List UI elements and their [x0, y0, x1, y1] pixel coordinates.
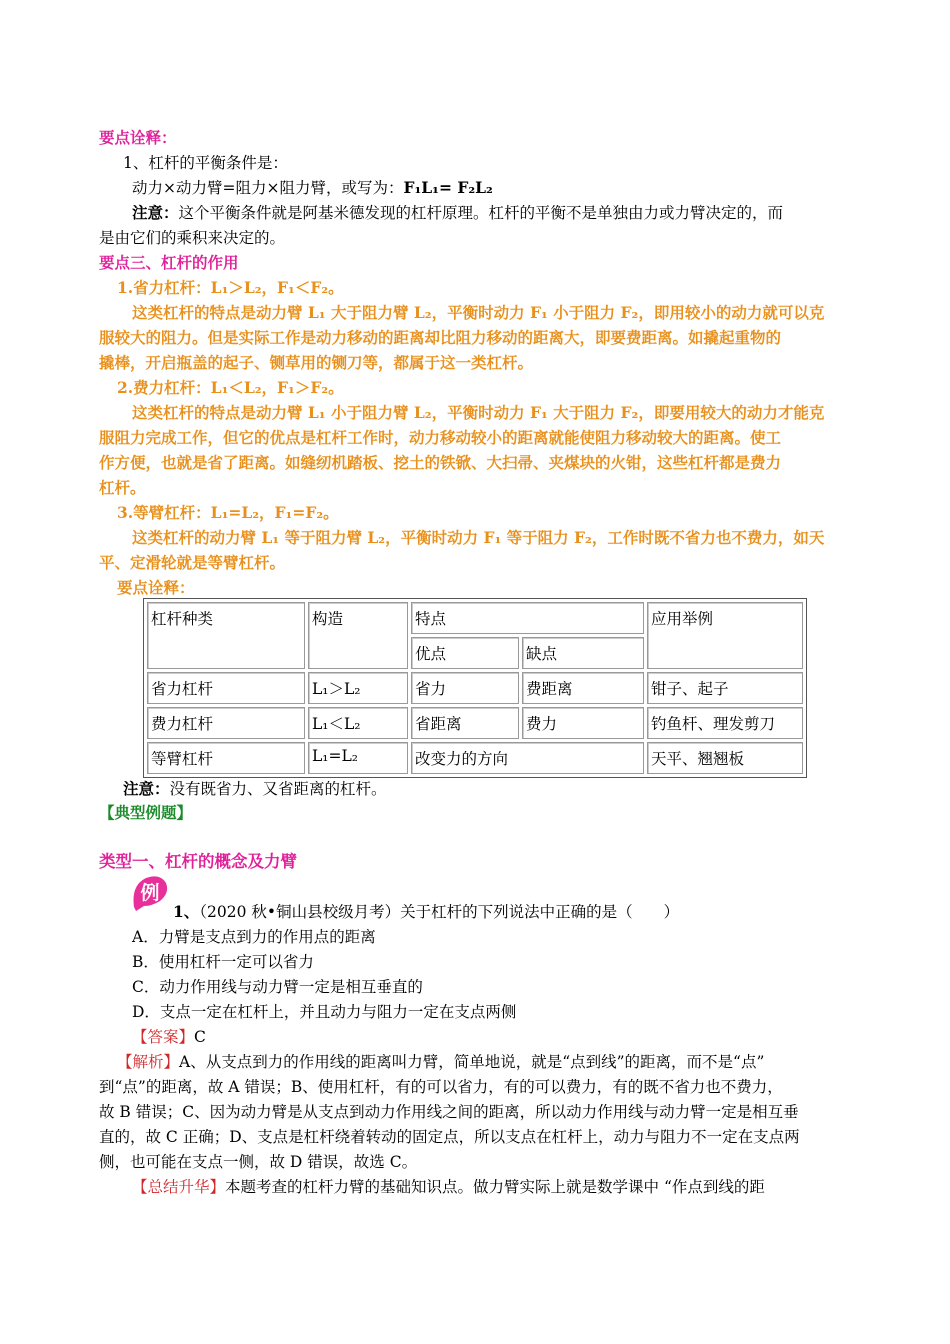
badge-char: 例: [140, 882, 160, 904]
cell-example: 钓鱼杆、理发剪刀: [647, 707, 803, 739]
header-advantage: 优点: [411, 637, 519, 669]
note2-label: 注意：: [123, 779, 170, 798]
lever2-text-4: 杠杆。: [99, 478, 146, 497]
formula: F₁L₁= F₂L₂: [403, 178, 493, 197]
lever2-text-3: 作方便，也就是省了距离。如缝纫机踏板、挖土的铁锨、大扫帚、夹煤块的火钳，这些杠杆都是费力: [99, 453, 782, 472]
option-b: B．使用杠杆一定可以省力: [132, 953, 314, 971]
note-label: 注意：: [132, 203, 179, 222]
cell-structure: L₁＜L₂: [308, 707, 408, 739]
header-disadvantage: 缺点: [522, 637, 644, 669]
answer-value: C: [194, 1028, 206, 1046]
table-row: [147, 707, 803, 739]
lever1-text-1: 这类杠杆的特点是动力臂 L₁ 大于阻力臂 L₂，平衡时动力 F₁ 小于阻力 F₂，即用较小的动力就可以克: [132, 303, 825, 322]
balance-formula-line: [132, 178, 493, 198]
lever2-text-2: 服阻力完成工作，但它的优点是杠杆工作时，动力移动较小的距离就能使阻力移动较大的距离。使工: [99, 428, 782, 447]
lever1-text-3: 撬棒，开启瓶盖的起子、铡草用的铡刀等，都属于这一类杠杆。: [99, 353, 534, 372]
section-three-title: 要点三、杠杆的作用: [99, 254, 239, 272]
example-badge-icon: [130, 873, 172, 913]
header-example: 应用举例: [647, 602, 803, 669]
note-paragraph: [132, 203, 783, 223]
lever-comparison-table: [143, 598, 807, 778]
note-text: 这个平衡条件就是阿基米德发现的杠杆原理。杠杆的平衡不是单独由力或力臂决定的，而: [178, 204, 784, 222]
question-line: [173, 902, 679, 922]
note-paragraph-cont: 是由它们的乘积来决定的。: [99, 229, 286, 247]
lever1-text-2: 服较大的阻力。但是实际工作是动力移动的距离却比阻力移动的距离大，即要费距离。如撬起重物的: [99, 328, 782, 347]
option-d: D．支点一定在杠杆上，并且动力与阻力一定在支点两侧: [132, 1003, 517, 1021]
cell-structure: L₁＞L₂: [308, 672, 408, 704]
cell-type: 省力杠杆: [147, 672, 305, 704]
cell-type: 费力杠杆: [147, 707, 305, 739]
typical-examples-title: 【典型例题】: [99, 803, 193, 822]
lever2-heading: 2.费力杠杆：L₁＜L₂，F₁＞F₂。: [117, 378, 344, 397]
header-feature: 特点: [411, 602, 644, 634]
lever3-text-1: 这类杠杆的动力臂 L₁ 等于阻力臂 L₂，平衡时动力 F₁ 等于阻力 F₂，工作时既不省力也不费力，如天: [132, 528, 825, 547]
analysis-text-1: A、从支点到力的作用线的距离叫力臂，简单地说，就是“点到线”的距离，而不是“点”: [179, 1053, 765, 1071]
section-title-key-points: 要点诠释：: [99, 129, 177, 147]
header-structure: 构造: [308, 602, 408, 669]
lever3-text-2: 平、定滑轮就是等臂杠杆。: [99, 553, 286, 572]
type-one-title: 类型一、杠杆的概念及力臂: [99, 852, 297, 871]
answer-label: 【答案】: [132, 1028, 195, 1046]
cell-disadvantage: 费距离: [522, 672, 644, 704]
summary-line: [132, 1177, 765, 1197]
cell-advantage: 改变力的方向: [411, 742, 644, 774]
cell-disadvantage: 费力: [522, 707, 644, 739]
cell-example: 天平、翘翘板: [647, 742, 803, 774]
table-row: [147, 672, 803, 704]
analysis-line-1: [117, 1052, 764, 1072]
note2-text: 没有既省力、又省距离的杠杆。: [169, 780, 387, 798]
balance-condition-item: 1、杠杆的平衡条件是：: [123, 154, 288, 172]
lever1-heading: 1.省力杠杆：L₁＞L₂，F₁＜F₂。: [117, 278, 344, 297]
cell-advantage: 省距离: [411, 707, 519, 739]
answer-line: [132, 1027, 206, 1047]
header-type: 杠杆种类: [147, 602, 305, 669]
lever2-text-1: 这类杠杆的特点是动力臂 L₁ 小于阻力臂 L₂，平衡时动力 F₁ 大于阻力 F₂，即要用较大的动力才能克: [132, 403, 825, 422]
cell-structure: L₁=L₂: [308, 742, 408, 774]
cell-type: 等臂杠杆: [147, 742, 305, 774]
formula-text: 动力×动力臂=阻力×阻力臂，或写为：: [132, 179, 404, 197]
summary-text: 本题考查的杠杆力臂的基础知识点。做力臂实际上就是数学课中 “作点到线的距: [225, 1178, 765, 1196]
section-title-key-points-2: 要点诠释：: [117, 578, 195, 597]
table-row: [147, 742, 803, 774]
analysis-line-2: 到“点”的距离，故 A 错误；B、使用杠杆，有的可以省力，有的可以费力，有的既不省力也不费力，: [99, 1078, 783, 1096]
cell-example: 钳子、起子: [647, 672, 803, 704]
option-c: C．动力作用线与动力臂一定是相互垂直的: [132, 978, 423, 996]
table-header-row: [147, 602, 803, 634]
lever3-heading: 3.等臂杠杆：L₁=L₂，F₁=F₂。: [117, 503, 339, 522]
analysis-label: 【解析】: [117, 1053, 180, 1071]
summary-label: 【总结升华】: [132, 1178, 226, 1196]
analysis-line-3: 故 B 错误；C、因为动力臂是从支点到动力作用线之间的距离，所以动力作用线与动力臂一定是相互垂: [99, 1103, 799, 1121]
question-text: （2020 秋•铜山县校级月考）关于杠杆的下列说法中正确的是（ ）: [199, 903, 680, 921]
cell-advantage: 省力: [411, 672, 519, 704]
question-number: 1、: [173, 902, 200, 921]
analysis-line-5: 侧，也可能在支点一侧，故 D 错误，故选 C。: [99, 1153, 418, 1171]
analysis-line-4: 直的，故 C 正确；D、支点是杠杆绕着转动的固定点，所以支点在杠杆上，动力与阻力不一定在支点两: [99, 1128, 800, 1146]
option-a: A．力臂是支点到力的作用点的距离: [132, 928, 376, 946]
note2-line: [123, 779, 387, 799]
